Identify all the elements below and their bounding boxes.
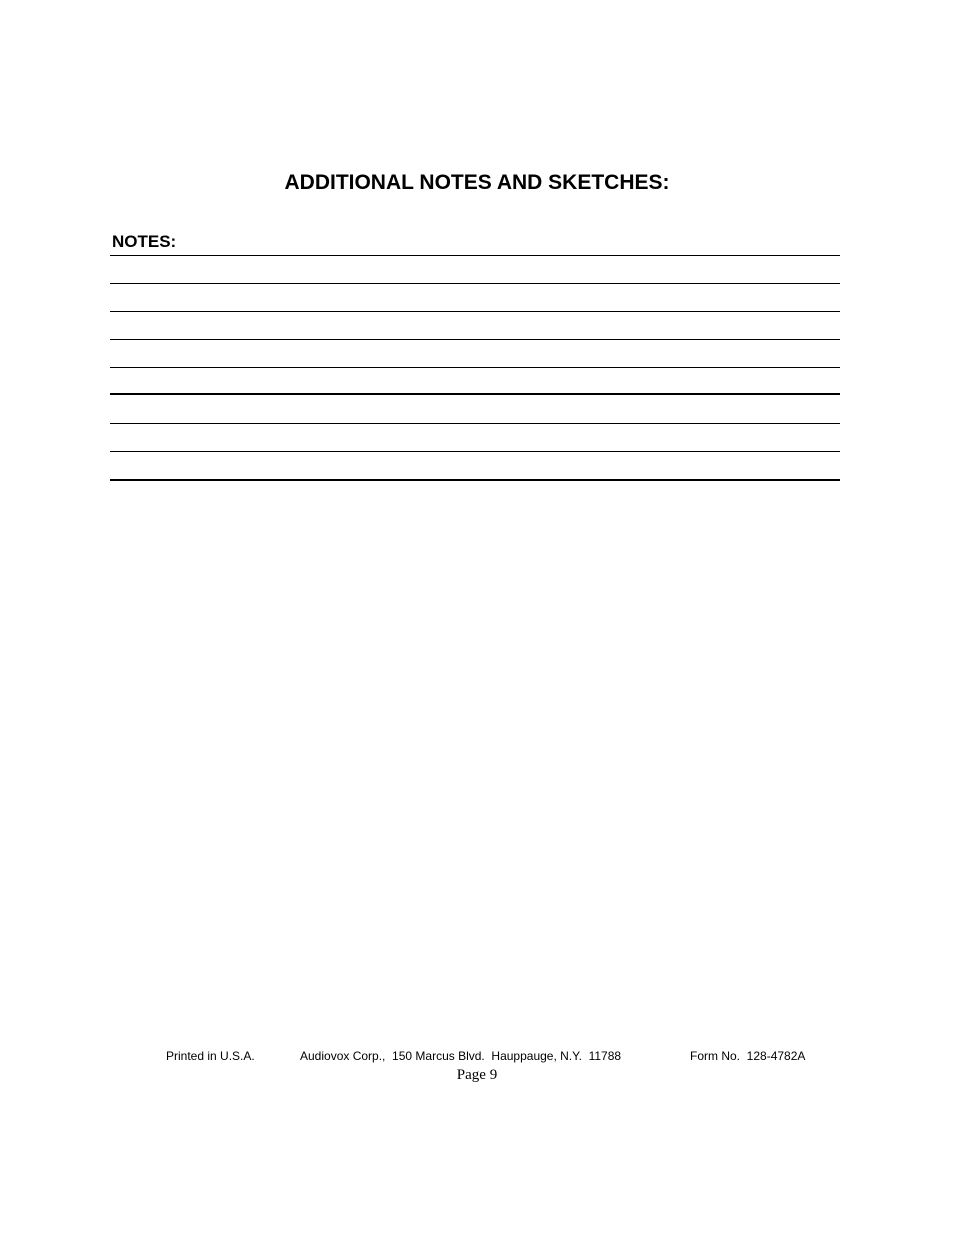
note-line <box>110 339 840 340</box>
footer-form-number: Form No. 128-4782A <box>690 1049 806 1063</box>
notes-label: NOTES: <box>112 232 177 251</box>
note-line <box>110 451 840 452</box>
note-line <box>110 393 840 395</box>
note-line <box>110 283 840 284</box>
note-line <box>110 367 840 368</box>
note-line <box>110 255 840 256</box>
footer-address: Audiovox Corp., 150 Marcus Blvd. Hauppauge, N.Y. 11788 <box>300 1049 622 1063</box>
note-line <box>110 479 840 481</box>
note-line <box>110 423 840 424</box>
page-heading: ADDITIONAL NOTES AND SKETCHES: <box>284 171 670 194</box>
note-line <box>110 311 840 312</box>
page-number: Page 9 <box>456 1067 498 1083</box>
footer-printed: Printed in U.S.A. <box>166 1049 255 1063</box>
